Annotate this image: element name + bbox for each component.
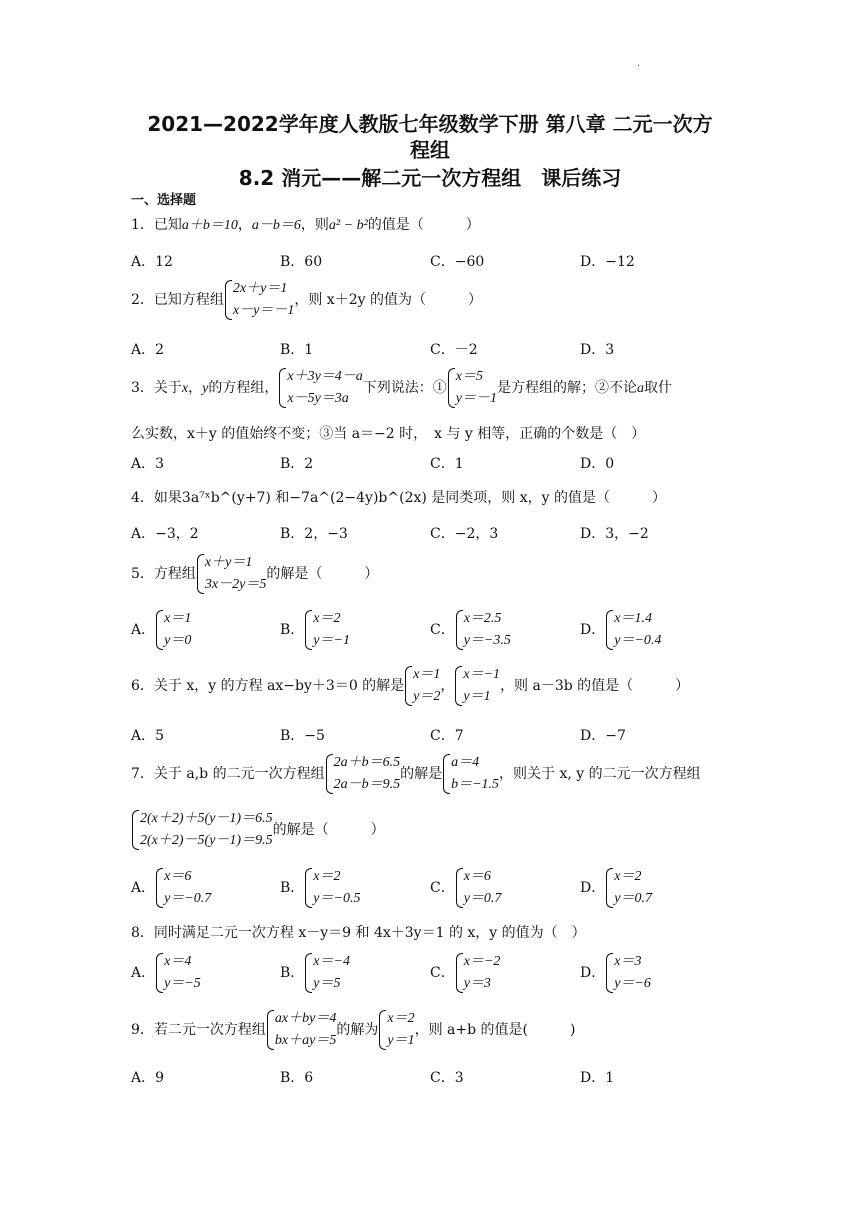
equation-system: 2x＋y＝1 x－y＝－1: [224, 278, 294, 322]
solution-system: x＝1 y＝2: [404, 664, 440, 708]
solution-system: a＝4 b＝−1.5: [442, 752, 499, 796]
title-line-2: 程组: [410, 138, 450, 162]
q5-option-d: D． x＝1.4 y＝−0.4: [580, 608, 661, 652]
q5-option-a: A． x＝1 y＝0: [131, 608, 191, 652]
q4-option-b: B．2，−3: [280, 526, 348, 542]
equation-system: ax＋by＝4 bx＋ay＝5: [266, 1008, 336, 1052]
q6-option-a: A．5: [131, 728, 165, 744]
question-9: 9．若二元一次方程组 ax＋by＝4 bx＋ay＝5 的解为 x＝2 y＝1 ，则 a+b 的值是( ): [131, 1008, 575, 1052]
q6-option-b: B．−5: [280, 728, 325, 744]
question-7-line-2: 2(x＋2)＋5(y－1)＝6.5 2(x＋2)－5(y－1)＝9.5 的解是（ ）: [131, 808, 385, 852]
question-4: 4．如果3a⁷ˣb^(y+7) 和−7a^(2−4y)b^(2x) 是同类项，则 x，y 的值是（ ）: [131, 490, 666, 506]
question-7: 7．关于 a,b 的二元一次方程组 2a＋b＝6.5 2a－b＝9.5 的解是 a＝4 b＝−1.5 ，则关于 x, y 的二元一次方程组: [131, 752, 701, 796]
q8-option-b: B． x＝−4 y＝5: [280, 951, 350, 995]
q8-option-c: C． x＝−2 y＝3: [430, 951, 500, 995]
q7-option-d: D． x＝2 y＝0.7: [580, 866, 652, 910]
question-3-line-2: 么实数，x＋y 的值始终不变；③当 a＝−2 时， x 与 y 相等，正确的个数是（ ）: [131, 426, 646, 442]
title-line-3: 8.2 消元——解二元一次方程组 课后练习: [238, 166, 622, 190]
q9-option-c: C．3: [430, 1070, 464, 1086]
q9-option-a: A．9: [131, 1070, 165, 1086]
question-8: 8．同时满足二元一次方程 x－y＝9 和 4x＋3y＝1 的 x，y 的值为（ ）: [131, 925, 586, 941]
q3-option-c: C．1: [430, 456, 464, 472]
q1-option-b: B．60: [280, 254, 323, 270]
section-heading: 一、选择题: [131, 193, 197, 208]
page-mark: .: [637, 58, 641, 69]
q7-option-a: A． x＝6 y＝−0.7: [131, 866, 211, 910]
q8-option-d: D． x＝3 y＝−6: [580, 951, 651, 995]
q9-option-b: B．6: [280, 1070, 314, 1086]
question-1: 1．已知a＋b＝10，a－b＝6，则a² − b²的值是（ ）: [131, 217, 480, 233]
q2-option-b: B．1: [280, 342, 314, 358]
q1-option-d: D．−12: [580, 254, 635, 270]
q6-option-d: D．−7: [580, 728, 626, 744]
equation-system: x＋y＝1 3x－2y＝5: [196, 552, 266, 596]
solution-system: x＝5 y＝－1: [447, 366, 497, 410]
q7-option-b: B． x＝2 y＝−0.5: [280, 866, 360, 910]
solution-system: x＝−1 y＝1: [454, 664, 500, 708]
q1-option-a: A．12: [131, 254, 173, 270]
title-line-1: 2021—2022学年度人教版七年级数学下册 第八章 二元一次方: [147, 112, 713, 136]
q4-option-c: C．−2，3: [430, 526, 499, 542]
q2-option-c: C．－2: [430, 342, 478, 358]
equation-system: 2a＋b＝6.5 2a－b＝9.5: [325, 752, 401, 796]
q3-option-d: D．0: [580, 456, 615, 472]
q2-option-d: D．3: [580, 342, 615, 358]
q3-option-a: A．3: [131, 456, 165, 472]
solution-system: x＝2 y＝1: [378, 1008, 414, 1052]
q5-option-b: B． x＝2 y＝−1: [280, 608, 350, 652]
equation-system: 2(x＋2)＋5(y－1)＝6.5 2(x＋2)－5(y－1)＝9.5: [131, 808, 273, 852]
question-3: 3．关于x，y的方程组， x＋3y＝4－a x－5y＝3a 下列说法：① x＝5 y＝－1 是方程组的解；②不论a取什: [131, 366, 672, 410]
q4-option-d: D．3，−2: [580, 526, 649, 542]
question-2: 2．已知方程组 2x＋y＝1 x－y＝－1 ，则 x＋2y 的值为（ ）: [131, 278, 482, 322]
q6-option-c: C．7: [430, 728, 464, 744]
q7-option-c: C． x＝6 y＝0.7: [430, 866, 501, 910]
q8-option-a: A． x＝4 y＝−5: [131, 951, 201, 995]
q2-option-a: A．2: [131, 342, 165, 358]
question-5: 5．方程组 x＋y＝1 3x－2y＝5 的解是（ ）: [131, 552, 378, 596]
q5-option-c: C． x＝2.5 y＝−3.5: [430, 608, 511, 652]
question-6: 6．关于 x，y 的方程 ax−by＋3＝0 的解是 x＝1 y＝2 ， x＝−1 y＝1 ，则 a－3b 的值是（ ）: [131, 664, 689, 708]
q9-option-d: D．1: [580, 1070, 615, 1086]
q3-option-b: B．2: [280, 456, 314, 472]
q4-option-a: A．−3，2: [131, 526, 199, 542]
equation-system: x＋3y＝4－a x－5y＝3a: [278, 366, 362, 410]
q1-option-c: C．−60: [430, 254, 485, 270]
